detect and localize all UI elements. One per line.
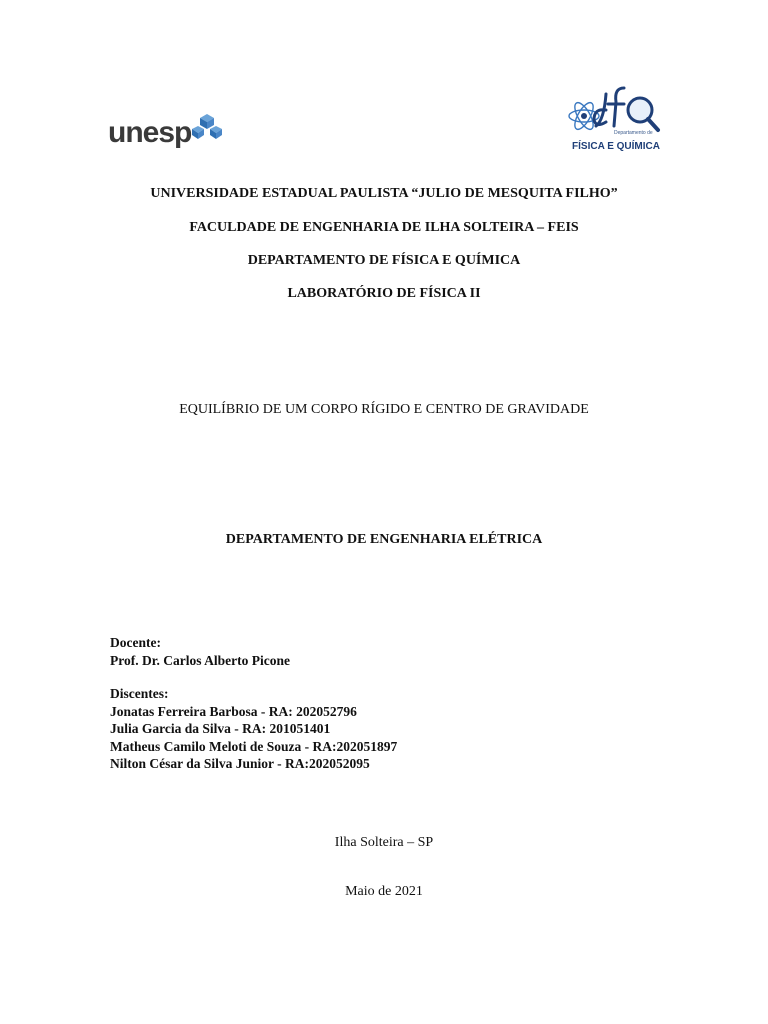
dfq-logo [566, 80, 662, 156]
student-item: Nilton César da Silva Junior - RA:202052095 [110, 756, 370, 771]
student-item: Jonatas Ferreira Barbosa - RA: 202052796 [110, 703, 357, 719]
dfq-logo-name: FÍSICA E QUÍMICA [572, 141, 660, 152]
docente-label: Docente: [110, 635, 161, 650]
date: Maio de 2021 [345, 884, 423, 899]
unesp-cube-mark-icon [190, 112, 224, 142]
docente-section [110, 634, 290, 669]
unesp-logo-text: unesp [108, 116, 192, 149]
discentes-label: Discentes: [110, 686, 169, 701]
course-department: DEPARTAMENTO DE ENGENHARIA ELÉTRICA [225, 532, 543, 547]
discentes-section [110, 685, 397, 773]
docente-name: Prof. Dr. Carlos Alberto Picone [110, 652, 290, 668]
faculty-name: FACULDADE DE ENGENHARIA DE ILHA SOLTEIRA – FEIS [189, 220, 579, 235]
unesp-logo [108, 108, 223, 156]
dfq-tagline: Departamento de [614, 130, 653, 136]
student-item: Matheus Camilo Meloti de Souza - RA:202051897 [110, 738, 398, 754]
university-name: UNIVERSIDADE ESTADUAL PAULISTA “JULIO DE MESQUITA FILHO” [150, 186, 618, 201]
department-name: DEPARTAMENTO DE FÍSICA E QUÍMICA [247, 253, 521, 268]
laboratory-name: LABORATÓRIO DE FÍSICA II [287, 286, 481, 301]
student-item: Julia Garcia da Silva - RA: 201051401 [110, 721, 331, 736]
report-title: EQUILÍBRIO DE UM CORPO RÍGIDO E CENTRO DE GRAVIDADE [179, 402, 589, 417]
location: Ilha Solteira – SP [334, 835, 434, 850]
